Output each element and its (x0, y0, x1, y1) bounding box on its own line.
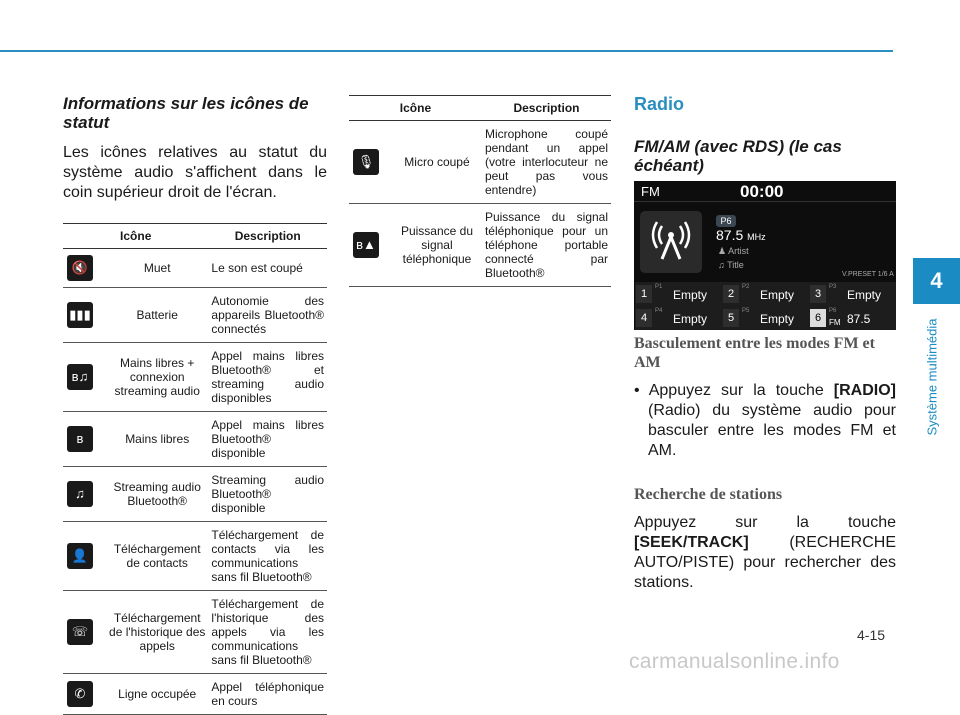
icon-cell (63, 343, 106, 412)
table-row (349, 121, 611, 204)
icon-name: Micro coupé (392, 121, 482, 204)
status-icons-intro: Les icônes relatives au statut du système audio s'affichent dans le coin supérieur droit de l'écran. (63, 144, 327, 201)
icon-name: Ligne occupée (106, 674, 208, 715)
table-row (63, 249, 327, 288)
preset-tag: P1 (655, 284, 663, 290)
preset-number: 3 (810, 285, 826, 303)
radio-section (634, 94, 896, 175)
switch-mode-instruction (634, 381, 896, 461)
icon-cell (63, 522, 106, 591)
icon-cell (63, 674, 106, 715)
screen-frequency (716, 227, 766, 243)
icon-cell (63, 591, 106, 674)
search-instruction-pre: Appuyez sur la touche (634, 514, 896, 531)
preset-number: 4 (636, 309, 652, 327)
icon-name: Téléchargement de contacts (106, 522, 208, 591)
table-row (63, 467, 327, 522)
icon-description: Streaming audio Bluetooth® disponible (208, 467, 327, 522)
preset-page-indicator: V.PRESET 1/6 A (842, 271, 894, 278)
frequency-value: 87.5 (716, 227, 744, 243)
preset-button[interactable] (722, 306, 809, 330)
switch-instruction-pre: Appuyez sur la touche (648, 382, 834, 399)
call-history-download-icon: ☏ (67, 619, 93, 645)
chapter-number: 4 (930, 268, 943, 293)
audio-streaming-icon: ♫ (67, 481, 93, 507)
preset-button[interactable] (635, 306, 722, 330)
preset-button[interactable] (722, 282, 809, 306)
preset-tag: P4 (655, 308, 663, 314)
phone-signal-icon: ʙ▲ (353, 232, 379, 258)
current-preset-badge: P6 (716, 215, 736, 227)
icon-cell (63, 467, 106, 522)
handsfree-streaming-icon: ʙ♫ (67, 364, 93, 390)
header-description: Description (482, 96, 611, 121)
icon-description: Autonomie des appareils Bluetooth® connectés (208, 288, 327, 343)
preset-number: 2 (723, 285, 739, 303)
preset-band: FM (829, 318, 841, 327)
preset-value: Empty (847, 288, 882, 302)
preset-tag: P2 (742, 284, 750, 290)
top-rule (0, 50, 893, 52)
preset-value: Empty (673, 288, 708, 302)
radio-key: [RADIO] (833, 382, 896, 399)
switch-instruction-post: (Radio) du système audio pour basculer entre les modes FM et AM. (648, 402, 896, 459)
icon-name: Mains libres + connexion streaming audio (106, 343, 208, 412)
screen-title (718, 260, 744, 270)
status-icons-table-continued (349, 95, 611, 287)
fm-am-heading: FM/AM (avec RDS) (le cas échéant) (634, 137, 842, 175)
preset-tag: P3 (829, 284, 837, 290)
table-row (63, 674, 327, 715)
watermark: carmanualsonline.info (629, 650, 840, 673)
seek-track-key: [SEEK/TRACK] (634, 534, 749, 551)
screen-artist (718, 246, 749, 257)
screen-clock: 00:00 (740, 182, 784, 201)
microphone-muted-icon: 🎙 (353, 149, 379, 175)
table-header-row (349, 96, 611, 121)
icon-description: Appel téléphonique en cours (208, 674, 327, 715)
page-number: 4-15 (857, 627, 886, 643)
switch-mode-heading: Basculement entre les modes FM et AM (634, 335, 875, 371)
header-icon: Icône (349, 96, 482, 121)
preset-tag: P5 (742, 308, 750, 314)
icon-name: Streaming audio Bluetooth® (106, 467, 208, 522)
bullet: • (634, 382, 649, 399)
artist-icon: ♟ (718, 246, 727, 256)
icon-description: Microphone coupé pendant un appel (votre interlocuteur ne peut pas vous entendre) (482, 121, 611, 204)
icon-name: Puissance du signal téléphonique (392, 204, 482, 287)
battery-icon: ▮▮▮ (67, 302, 93, 328)
icon-description: Téléchargement de l'historique des appels via les communications sans fil Bluetooth® (208, 591, 327, 674)
header-description: Description (208, 224, 327, 249)
preset-button[interactable] (809, 282, 896, 306)
screen-band: FM (641, 184, 660, 199)
radio-screen (634, 181, 896, 330)
preset-number: 6 (810, 309, 826, 327)
preset-button[interactable] (809, 306, 896, 330)
preset-value: 87.5 (847, 312, 871, 326)
icon-cell (63, 412, 106, 467)
icon-name: Muet (106, 249, 208, 288)
preset-value: Empty (760, 288, 795, 302)
table-row (63, 591, 327, 674)
radio-heading: Radio (634, 94, 685, 114)
busy-line-icon: ✆ (67, 681, 93, 707)
icon-description: Puissance du signal téléphonique pour un téléphone portable connecté par Bluetooth® (482, 204, 611, 287)
mute-icon: 🔇 (67, 255, 93, 281)
title-label: Title (727, 260, 744, 270)
icon-description: Le son est coupé (208, 249, 327, 288)
icon-name: Mains libres (106, 412, 208, 467)
header-icon: Icône (63, 224, 208, 249)
frequency-unit: MHz (747, 232, 766, 242)
preset-number: 1 (636, 285, 652, 303)
table-header-row (63, 224, 327, 249)
screen-status-bar (634, 181, 896, 202)
icon-name: Téléchargement de l'historique des appels (106, 591, 208, 674)
preset-value: Empty (673, 312, 708, 326)
icon-cell (63, 249, 106, 288)
status-icons-table (63, 223, 327, 715)
chapter-title: Système multimédia (924, 318, 940, 436)
station-search-instruction (634, 513, 896, 593)
icon-cell (349, 204, 392, 287)
icon-cell (349, 121, 392, 204)
table-row (63, 412, 327, 467)
status-icons-table-2 (349, 95, 611, 287)
preset-tag: P6 (829, 308, 837, 314)
icon-cell (63, 288, 106, 343)
icon-name: Batterie (106, 288, 208, 343)
table-row (63, 522, 327, 591)
chapter-side-label (921, 310, 943, 445)
search-instruction-post: (RECHERCHE AUTO/PISTE) pour rechercher des stations. (634, 534, 896, 591)
preset-button[interactable] (635, 282, 722, 306)
preset-number: 5 (723, 309, 739, 327)
radio-tower-icon (640, 211, 702, 273)
table-row (349, 204, 611, 287)
artist-label: Artist (728, 246, 749, 256)
table-row (63, 343, 327, 412)
icon-description: Appel mains libres Bluetooth® et streaming audio disponibles (208, 343, 327, 412)
icon-description: Appel mains libres Bluetooth® disponible (208, 412, 327, 467)
preset-value: Empty (760, 312, 795, 326)
contacts-download-icon: 👤 (67, 543, 93, 569)
status-icons-heading: Informations sur les icônes de statut (63, 94, 309, 132)
radio-instructions (634, 334, 896, 593)
icon-description: Téléchargement de contacts via les communications sans fil Bluetooth® (208, 522, 327, 591)
station-search-heading: Recherche de stations (634, 486, 783, 503)
handsfree-icon: ʙ (67, 426, 93, 452)
chapter-tab (913, 258, 960, 304)
status-icons-section (63, 94, 327, 715)
title-icon: ♫ (718, 260, 725, 270)
table-row (63, 288, 327, 343)
